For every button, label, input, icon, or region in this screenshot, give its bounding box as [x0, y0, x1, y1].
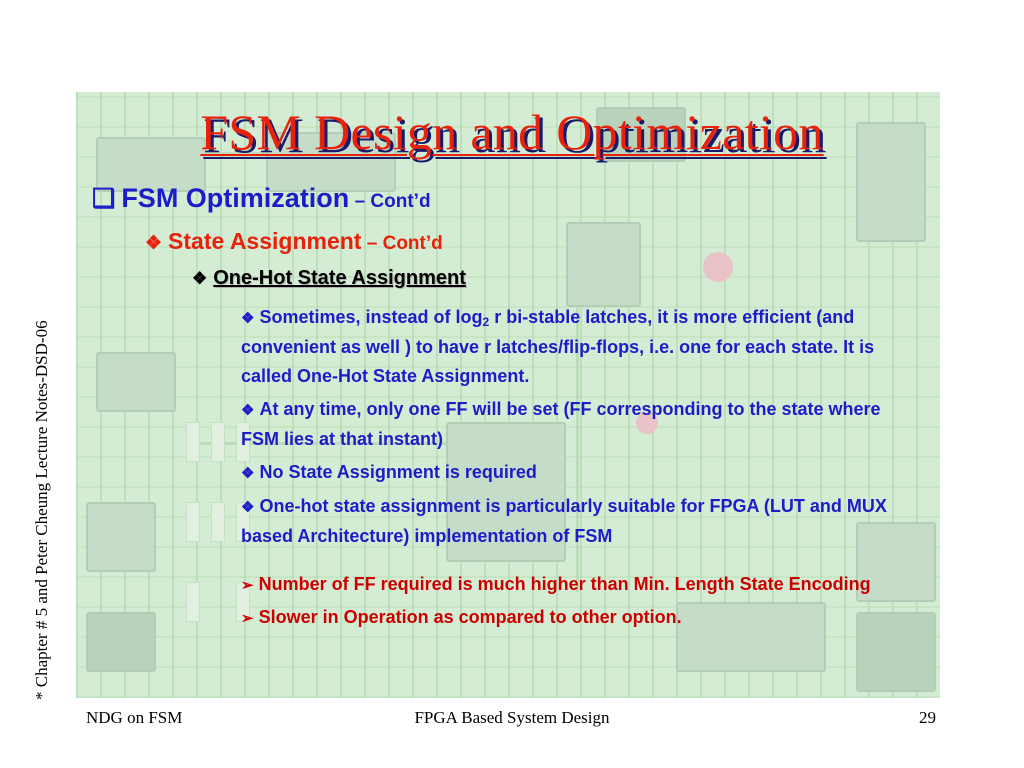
diamond-bullet-icon: ❖ — [241, 465, 255, 482]
board-pad — [211, 422, 225, 462]
board-chip — [96, 352, 176, 412]
cons-list — [241, 572, 906, 638]
level3-main: One-Hot State Assignment — [213, 267, 466, 289]
side-note: * Chapter # 5 and Peter Cheung Lecture Notes-DSD-06 — [32, 320, 51, 700]
square-bullet-icon: ❑ — [92, 183, 116, 213]
footer-center: FPGA Based System Design — [414, 708, 610, 727]
list-item — [241, 303, 906, 391]
point-3-text: No State Assignment is required — [259, 462, 537, 482]
board-chip — [566, 222, 641, 307]
arrow-bullet-icon: ➢ — [241, 577, 254, 594]
point-4-text: One-hot state assignment is particularly suitable for FPGA (LUT and MUX based Architecture) implementation of FSM — [241, 496, 887, 546]
point-2-text: At any time, only one FF will be set (FF corresponding to the state where FSM lies at that instant) — [241, 399, 881, 449]
point-1-subscript: 2 — [482, 315, 490, 329]
board-pad — [186, 422, 200, 462]
page-number: 29 — [919, 708, 936, 727]
con-1-text: Number of FF required is much higher than Min. Length State Encoding — [258, 574, 871, 594]
diamond-bullet-icon: ❖ — [241, 310, 255, 327]
points-list — [241, 303, 906, 555]
footer-left: NDG on FSM — [86, 708, 183, 727]
list-item — [241, 395, 906, 454]
level2-sub: – Cont’d — [361, 233, 443, 254]
list-item — [241, 605, 906, 631]
arrow-bullet-icon: ➢ — [241, 610, 254, 627]
point-1-text: Sometimes, instead of log — [259, 307, 483, 327]
con-2-text: Slower in Operation as compared to other option. — [258, 607, 682, 627]
level1-main: FSM Optimization — [121, 183, 350, 213]
level2-heading — [145, 228, 443, 255]
board-component — [703, 252, 733, 282]
diamond-bullet-icon: ❖ — [241, 499, 255, 516]
board-pad — [211, 502, 225, 542]
level2-main: State Assignment — [168, 228, 362, 254]
point-1-text-cont: r bi-stable latches, it is more efficient (and convenient as well ) to have r latches/flip-flops, i.e. one for each state. It is called One-Hot State Assignment. — [241, 307, 875, 386]
board-pad — [186, 582, 200, 622]
slide-title: FSM Design and Optimization — [200, 104, 824, 160]
board-chip — [86, 502, 156, 572]
level1-sub: – Cont’d — [349, 191, 431, 212]
list-item — [241, 492, 906, 551]
level3-heading — [192, 267, 466, 290]
board-chip — [86, 612, 156, 672]
level1-heading — [92, 183, 431, 214]
diamond-bullet-icon: ❖ — [241, 402, 255, 419]
board-pad — [186, 502, 200, 542]
diamond-bullet-icon: ❖ — [192, 269, 208, 288]
list-item — [241, 458, 906, 488]
diamond-bullet-icon: ❖ — [145, 233, 163, 254]
list-item — [241, 572, 906, 598]
